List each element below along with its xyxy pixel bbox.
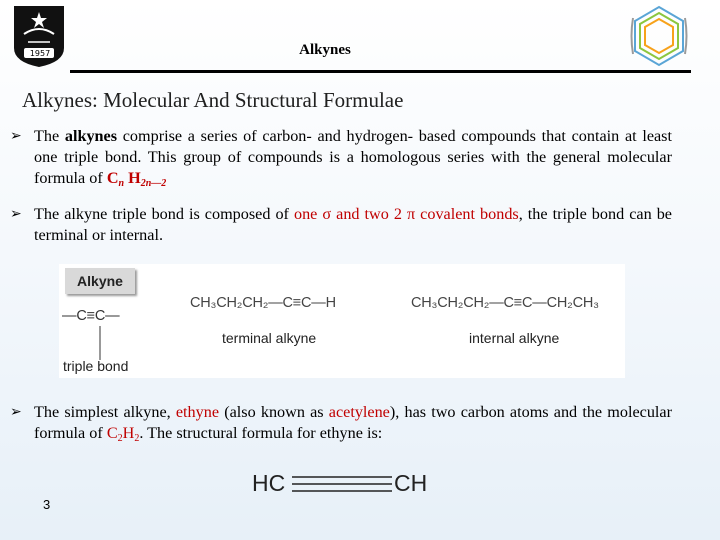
bullet-triple-bond: ➢ The alkyne triple bond is composed of one σ and two 2 π covalent bonds, the triple bond can be terminal or internal.	[10, 205, 672, 244]
bullet-ethyne: ➢ The simplest alkyne, ethyne (also known as acetylene), has two carbon atoms and the molecular formula of $C_2H_2$. The structural formula for ethyne is:	[10, 403, 673, 444]
ethyne-right-group: CH	[394, 470, 428, 496]
bullet-alkynes-definition: ➢ The alkynes comprise a series of carbon- and hydrogen- based compounds that contain at least one triple bond. This group of compounds is a homologous series with the general molecular formula of $C_n$ $H_{2n—2}$	[10, 127, 672, 189]
bullet-arrow-icon: ➢	[10, 404, 22, 420]
alkyne-diagram	[59, 264, 625, 378]
terminal-alkyne-label: terminal alkyne	[222, 330, 317, 346]
slide-title: Alkynes: Molecular And Structural Formulae	[22, 88, 404, 112]
triple-bond-label: triple bond	[63, 358, 129, 374]
header-title: Alkynes	[299, 42, 351, 58]
terminal-alkyne-formula: CH₃CH₂CH₂—C≡C—H	[190, 295, 336, 311]
ethyne-left-group: HC	[252, 470, 286, 496]
bullet-arrow-icon: ➢	[10, 128, 22, 144]
generic-triple-bond: —C≡C—	[62, 308, 120, 324]
page-number: 3	[43, 497, 51, 512]
triple-bond-lines	[292, 472, 392, 496]
general-formula: $C_n$ $H_{2n—2}$	[106, 169, 167, 189]
header-divider	[70, 70, 691, 73]
term-acetylene: acetylene	[328, 403, 390, 421]
bond-composition: one σ and two 2 π covalent bonds	[293, 205, 519, 223]
alkyne-tag: Alkyne	[65, 268, 135, 294]
logo-year: 1957	[29, 49, 51, 58]
ethyne-formula: $C_2H_2$	[106, 424, 140, 444]
internal-alkyne-label: internal alkyne	[469, 330, 560, 346]
term-alkynes: alkynes	[64, 127, 118, 145]
ethyne-structure	[252, 468, 432, 500]
term-ethyne: ethyne	[175, 403, 220, 421]
bond-pointer	[95, 326, 105, 360]
bullet-arrow-icon: ➢	[10, 206, 22, 222]
internal-alkyne-formula: CH₃CH₂CH₂—C≡C—CH₂CH₃	[411, 295, 599, 311]
